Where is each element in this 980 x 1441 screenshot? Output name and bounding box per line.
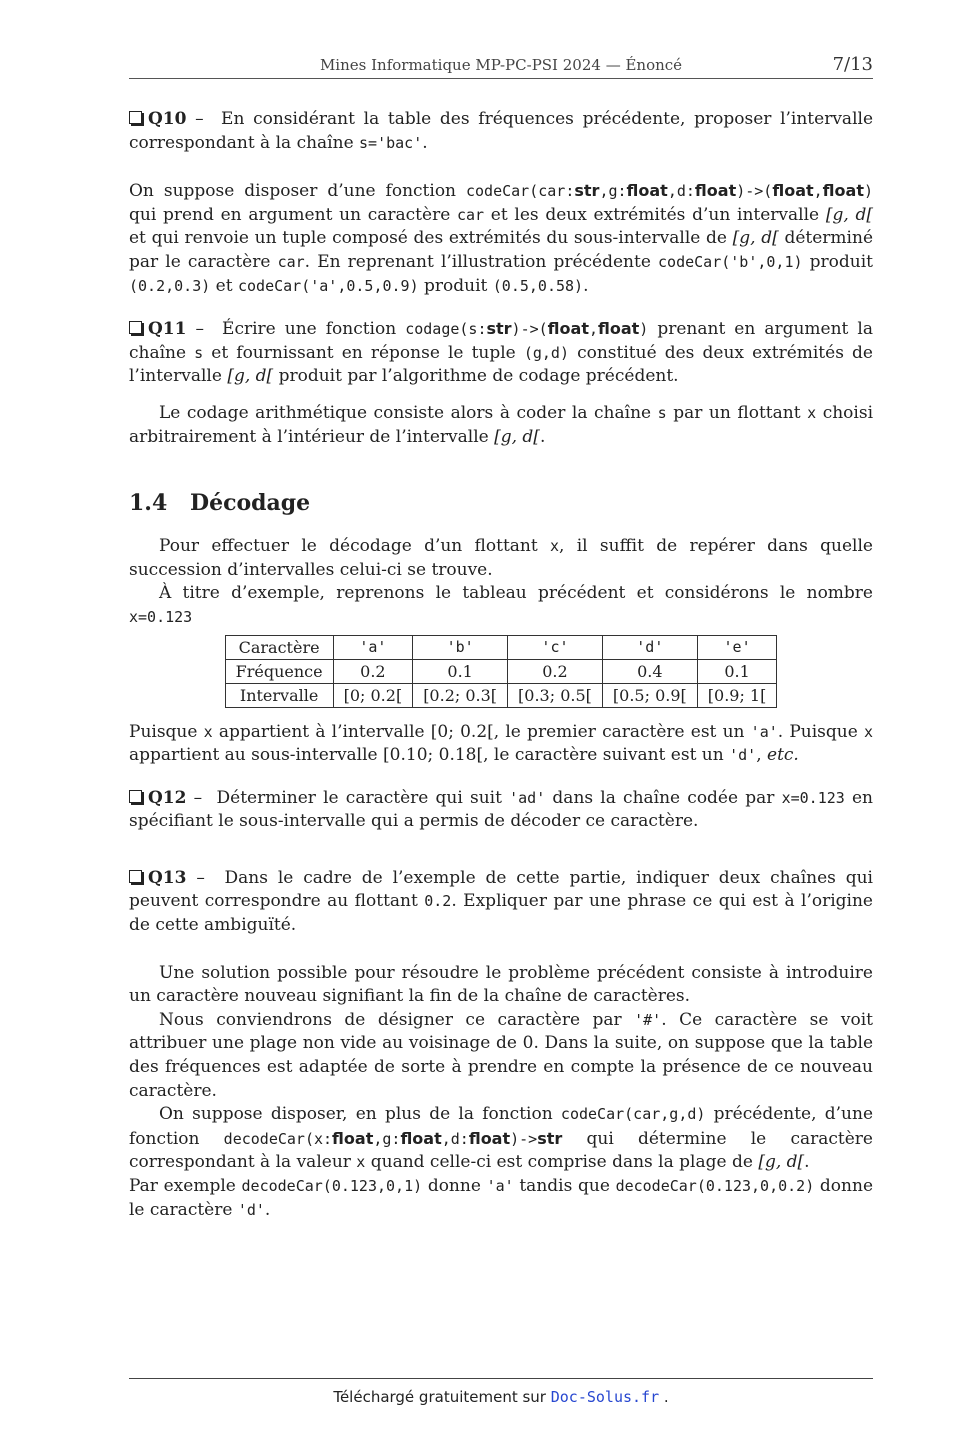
table-cell: 0.1 (697, 659, 777, 683)
table-cell: [0; 0.2[ (333, 683, 413, 707)
code: 0.2 (424, 892, 452, 911)
text: appartient au sous-intervalle [0.10; 0.18[, le caractère suivant est un (129, 745, 730, 766)
code: x (864, 722, 874, 741)
paragraph-codecar (129, 179, 873, 298)
text: qui prend en argument un caractère (129, 204, 457, 225)
text: produit (418, 275, 493, 296)
code: s (657, 403, 667, 422)
text: , (756, 745, 768, 766)
type: str (537, 1128, 563, 1148)
table-cell: 0.2 (333, 659, 413, 683)
table-row (225, 659, 777, 683)
code: car (277, 252, 305, 271)
text: choisi arbitrairement à l’intérieur de l’intervalle (129, 402, 874, 447)
text: Dans le cadre de l’exemple de cette partie, indiquer deux chaînes qui peuvent correspondre au flottant (129, 867, 873, 912)
math: [g, d[ (227, 366, 274, 387)
row-label: Fréquence (225, 659, 333, 683)
text: On suppose disposer, en plus de la fonction (159, 1104, 561, 1125)
code: decodeCar(x: (223, 1129, 333, 1148)
table-cell: 'd' (602, 635, 697, 659)
text: Déterminer le caractère qui suit (216, 787, 510, 808)
checkbox-square-icon (129, 870, 142, 883)
text: donne (422, 1176, 487, 1196)
text: en spécifiant le sous-intervalle qui a permis de décoder ce caractère. (129, 787, 873, 832)
frequency-table (225, 635, 778, 708)
code: (0.2,0.3) (129, 276, 211, 295)
checkbox-square-icon (129, 790, 142, 803)
footer-text: Téléchargé gratuitement sur (333, 1388, 551, 1406)
code: codeCar(car,g,d) (560, 1105, 706, 1124)
code: (g,d) (523, 343, 569, 362)
type: float (822, 181, 864, 201)
question-q11: Q11 – Écrire une fonction codage(s:str)->(float,float) prenant en argument la chaîne s et fournissant en réponse le tuple (g,d) constitué des deux extrémités de l’intervalle [g, d[ produit par l’algorithme de codage précédent. (129, 319, 873, 387)
paragraph-solution (129, 962, 873, 1009)
text: constitué des deux extrémités de l’intervalle (129, 342, 873, 387)
table-cell: [0.2; 0.3[ (413, 683, 508, 707)
question-label: Q11 (148, 319, 187, 340)
type: float (547, 319, 589, 339)
paragraph-decodecar (129, 1103, 873, 1175)
checkbox-square-icon (129, 111, 142, 124)
text: par un flottant (666, 402, 808, 423)
type: float (772, 181, 814, 201)
code: 'a' (486, 1177, 514, 1195)
text: produit (802, 251, 873, 272)
type: float (468, 1128, 511, 1148)
math: [g, d[ (825, 204, 873, 225)
question-label: Q13 (148, 867, 187, 888)
text: Une solution possible pour résoudre le problème précédent consiste à introduire un caractère nouveau signifiant la fin de la chaîne de caractères. (129, 962, 873, 1007)
type: float (400, 1128, 442, 1148)
table-cell: [0.5; 0.9[ (602, 683, 697, 707)
code: ) (639, 320, 649, 339)
table-cell: [0.9; 1[ (697, 683, 777, 707)
text: On suppose disposer d’une fonction (129, 181, 466, 202)
footer-end: . (659, 1388, 669, 1406)
page-number: 7/13 (832, 54, 873, 75)
header-title: Mines Informatique MP-PC-PSI 2024 — Énoncé (319, 56, 683, 74)
code: ,d: (667, 182, 695, 201)
text: Écrire une fonction (222, 319, 406, 340)
type: str (486, 319, 512, 339)
italic-text: etc. (767, 745, 799, 766)
table-cell: 'c' (508, 635, 603, 659)
row-label: Caractère (225, 635, 333, 659)
code: ,g: (373, 1129, 401, 1148)
type: float (598, 319, 640, 339)
text: Nous conviendrons de désigner ce caractère par (159, 1009, 635, 1030)
row-label: Intervalle (225, 683, 333, 707)
text: À titre d’exemple, reprenons le tableau précédent et considérons le nombre (159, 583, 873, 604)
code: x (807, 403, 817, 422)
section-title: Décodage (190, 490, 311, 517)
code: codeCar('b',0,1) (658, 252, 803, 271)
text: appartient à l’intervalle [0; 0.2[, le premier caractère est un (212, 721, 751, 742)
code: 'a' (750, 722, 778, 741)
code: '#' (634, 1010, 662, 1029)
text: Puisque (129, 721, 204, 742)
code: ,g: (599, 182, 627, 201)
text: et fournissant en réponse le tuple (203, 342, 524, 363)
type: float (694, 181, 737, 201)
table-cell: 'a' (333, 635, 413, 659)
code: s (194, 343, 204, 362)
code: codeCar('a',0.5,0.9) (237, 276, 419, 295)
text: . (583, 275, 589, 296)
footer-link[interactable]: Doc-Solus.fr (550, 1388, 660, 1406)
code: , (813, 182, 823, 201)
text: Le codage arithmétique consiste alors à coder la chaîne (159, 402, 658, 423)
question-q13: Q13 – Dans le cadre de l’exemple de cette partie, indiquer deux chaînes qui peuvent correspondre au flottant 0.2. Expliquer par une phrase ce qui est à l’origine de cette ambiguïté. (129, 867, 873, 936)
code: )-> (510, 1129, 538, 1148)
math: [g, d[ (758, 1152, 805, 1173)
table-cell: 'b' (413, 635, 508, 659)
code: codage(s: (405, 320, 487, 339)
table-cell: 0.2 (508, 659, 603, 683)
question-label: Q10 (148, 109, 187, 129)
code: x=0.123 (781, 788, 845, 807)
text: Par exemple (129, 1176, 242, 1196)
text: dans la chaîne codée par (545, 787, 782, 808)
type: float (626, 181, 668, 201)
code: 'ad' (509, 788, 546, 807)
text: et qui renvoie un tuple composé des extrémités du sous-intervalle de (129, 228, 733, 249)
code: (0.5,0.58) (492, 276, 584, 295)
paragraph-example (129, 582, 873, 629)
text: . (539, 426, 546, 447)
text: Pour effectuer le décodage d’un flottant (159, 536, 550, 557)
code: car (456, 205, 485, 224)
text: En considérant la table des fréquences précédente, proposer l’intervalle correspondant à la chaîne (129, 109, 873, 153)
paragraph-decoding (129, 535, 873, 582)
text: . (422, 132, 428, 153)
code: )->( (736, 182, 773, 201)
text: quand celle-ci est comprise dans la plage de (365, 1152, 759, 1173)
math: [g, d[ (494, 426, 540, 447)
text: . (804, 1152, 810, 1173)
code: codeCar(car: (466, 182, 575, 201)
section-heading (129, 488, 873, 518)
question-label: Q12 (148, 787, 187, 808)
text: donne le caractère (129, 1176, 874, 1220)
text: déterminé par le caractère (129, 228, 874, 272)
code: x (550, 537, 560, 556)
text: . En reprenant l’illustration précédente (304, 251, 659, 272)
text: tandis que (513, 1176, 616, 1196)
table-cell: [0.3; 0.5[ (508, 683, 603, 707)
text: prenant en argument la chaîne (129, 319, 873, 363)
code: ) (863, 182, 873, 201)
question-q10: Q10 – En considérant la table des fréquences précédente, proposer l’intervalle correspondant à la chaîne s='bac'. (129, 109, 873, 153)
code: 'd' (237, 1200, 265, 1219)
text: . (264, 1199, 271, 1220)
text: . Puisque (777, 721, 864, 742)
type: float (332, 1128, 374, 1148)
text: précédente, d’une fonction (129, 1104, 874, 1149)
paragraph-decode-example (129, 1175, 873, 1222)
text: qui détermine le caractère correspondant à la valeur (129, 1128, 873, 1173)
text: , il suffit de repérer dans quelle succession d’intervalles celui-ci se trouve. (129, 536, 873, 580)
paragraph-arithmetic (129, 402, 873, 449)
text: et (210, 275, 238, 296)
code: x (203, 722, 213, 741)
code: decodeCar(0.123,0,1) (241, 1177, 423, 1195)
code: ,d: (441, 1129, 469, 1148)
table-cell: 0.1 (413, 659, 508, 683)
paragraph-hash (129, 1009, 873, 1103)
question-q12: Q12 – Déterminer le caractère qui suit 'ad' dans la chaîne codée par x=0.123 en spécifiant le sous-intervalle qui a permis de décoder ce caractère. (129, 787, 873, 832)
page-content (129, 108, 873, 1222)
page-header (129, 52, 873, 79)
code: , (588, 320, 598, 339)
code: 'd' (729, 746, 757, 765)
text: et les deux extrémités d’un intervalle (484, 204, 826, 225)
table-cell: 0.4 (602, 659, 697, 683)
code: )->( (511, 320, 548, 339)
code: x (356, 1153, 366, 1172)
table-cell: 'e' (697, 635, 777, 659)
code: x=0.123 (129, 607, 193, 626)
page-footer (129, 1378, 873, 1406)
math: [g, d[ (732, 228, 779, 249)
text: . Ce caractère se voit attribuer une plage non vide au voisinage de 0. Dans la suite, on suppose que la table des fréquences est adaptée de sorte à prendre en compte la présence de ce nouveau caractère. (129, 1009, 873, 1101)
code: decodeCar(0.123,0,0.2) (615, 1177, 815, 1195)
code: s='bac' (359, 133, 423, 152)
table-row (225, 683, 777, 707)
paragraph-since (129, 721, 873, 768)
text: produit par l’algorithme de codage précédent. (273, 366, 679, 387)
checkbox-square-icon (129, 321, 142, 334)
text: . Expliquer par une phrase ce qui est à l’origine de cette ambiguïté. (129, 891, 873, 936)
section-number: 1.4 (129, 490, 168, 517)
type: str (574, 181, 600, 201)
table-row (225, 635, 777, 659)
